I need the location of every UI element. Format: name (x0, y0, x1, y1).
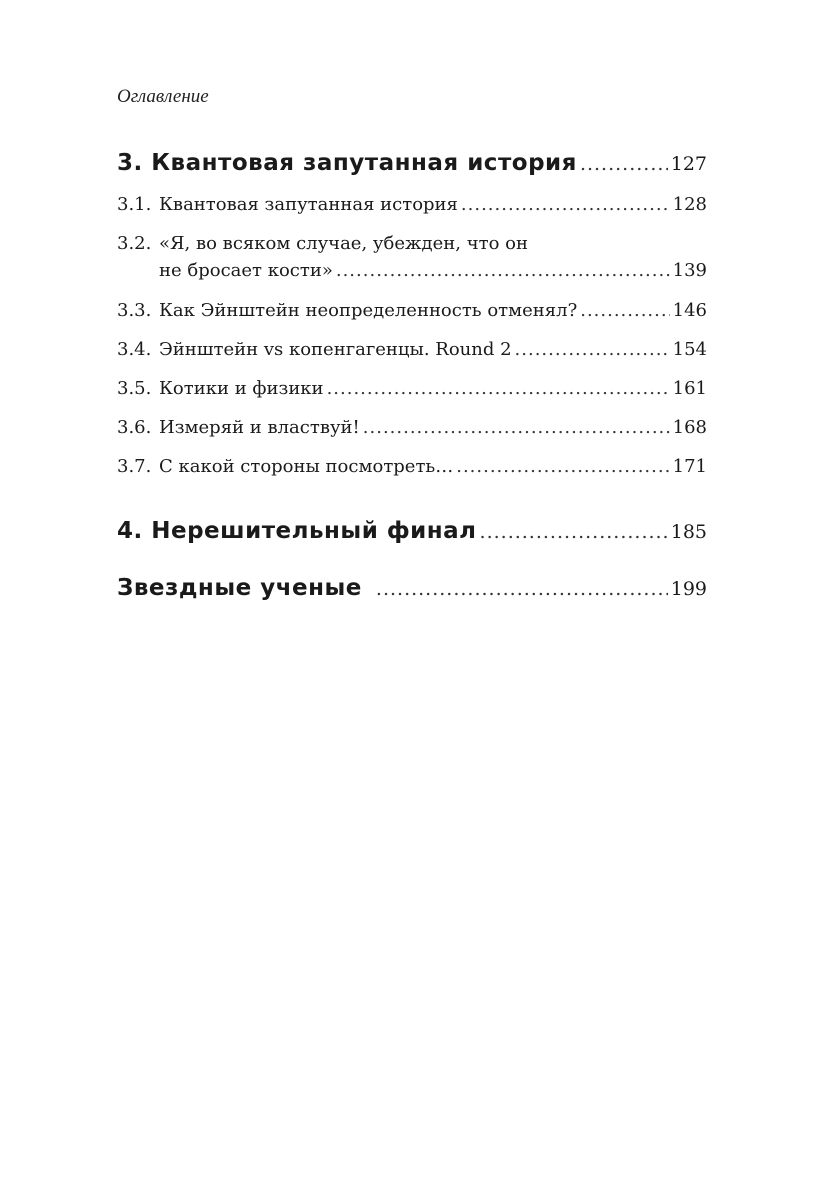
dot-leader (456, 456, 669, 477)
toc-page-number: 139 (672, 260, 707, 281)
toc-section-3-4[interactable] (117, 339, 707, 373)
section-title: Как Эйнштейн неопределенность отменял? (159, 300, 578, 321)
toc-page-number: 171 (672, 456, 707, 477)
table-of-contents (117, 150, 707, 615)
toc-page-number: 185 (670, 521, 707, 543)
section-title-line-1: «Я, во всяком случае, убежден, что он (159, 233, 528, 254)
section-title: С какой стороны посмотреть… (159, 456, 454, 477)
running-head: Оглавление (117, 86, 209, 107)
dot-leader (336, 260, 670, 281)
toc-chapter-title: Звездные ученые (117, 575, 362, 601)
toc-section-3-1[interactable] (117, 194, 707, 226)
toc-chapter-3[interactable] (117, 150, 707, 190)
dot-leader (363, 417, 670, 438)
toc-page-number: 161 (672, 378, 707, 399)
toc-star-scientists[interactable] (117, 575, 707, 615)
section-number: 3.5. (117, 378, 152, 399)
toc-chapter-title: 4. Нерешительный финал (117, 518, 477, 544)
section-number: 3.7. (117, 456, 152, 477)
toc-page-number: 128 (672, 194, 707, 215)
toc-section-3-6[interactable] (117, 417, 707, 451)
toc-section-3-3[interactable] (117, 300, 707, 334)
section-title: Измеряй и властвуй! (159, 417, 360, 438)
section-title: Квантовая запутанная история (159, 194, 458, 215)
dot-leader (327, 378, 670, 399)
toc-section-3-2[interactable] (117, 232, 707, 294)
section-number: 3.3. (117, 300, 152, 321)
dot-leader (580, 300, 669, 321)
dot-leader (515, 339, 670, 360)
toc-section-3-5[interactable] (117, 378, 707, 412)
toc-page-number: 154 (672, 339, 707, 360)
section-title: Котики и физики (159, 378, 324, 399)
toc-page-number: 199 (670, 578, 707, 600)
dot-leader (376, 578, 668, 600)
toc-page-number: 146 (672, 300, 707, 321)
toc-chapter-4[interactable] (117, 518, 707, 558)
section-title-line-2: не бросает кости» (159, 260, 333, 281)
section-number: 3.4. (117, 339, 152, 360)
dot-leader (480, 521, 668, 543)
section-number: 3.6. (117, 417, 152, 438)
dot-leader (461, 194, 670, 215)
dot-leader (580, 153, 668, 175)
toc-page-number: 168 (672, 417, 707, 438)
section-number: 3.1. (117, 194, 152, 215)
toc-page-number: 127 (670, 153, 707, 175)
section-title: Эйнштейн vs копенгагенцы. Round 2 (159, 339, 512, 360)
toc-chapter-title: 3. Квантовая запутанная история (117, 150, 577, 176)
toc-section-3-7[interactable] (117, 456, 707, 490)
section-number: 3.2. (117, 233, 152, 254)
